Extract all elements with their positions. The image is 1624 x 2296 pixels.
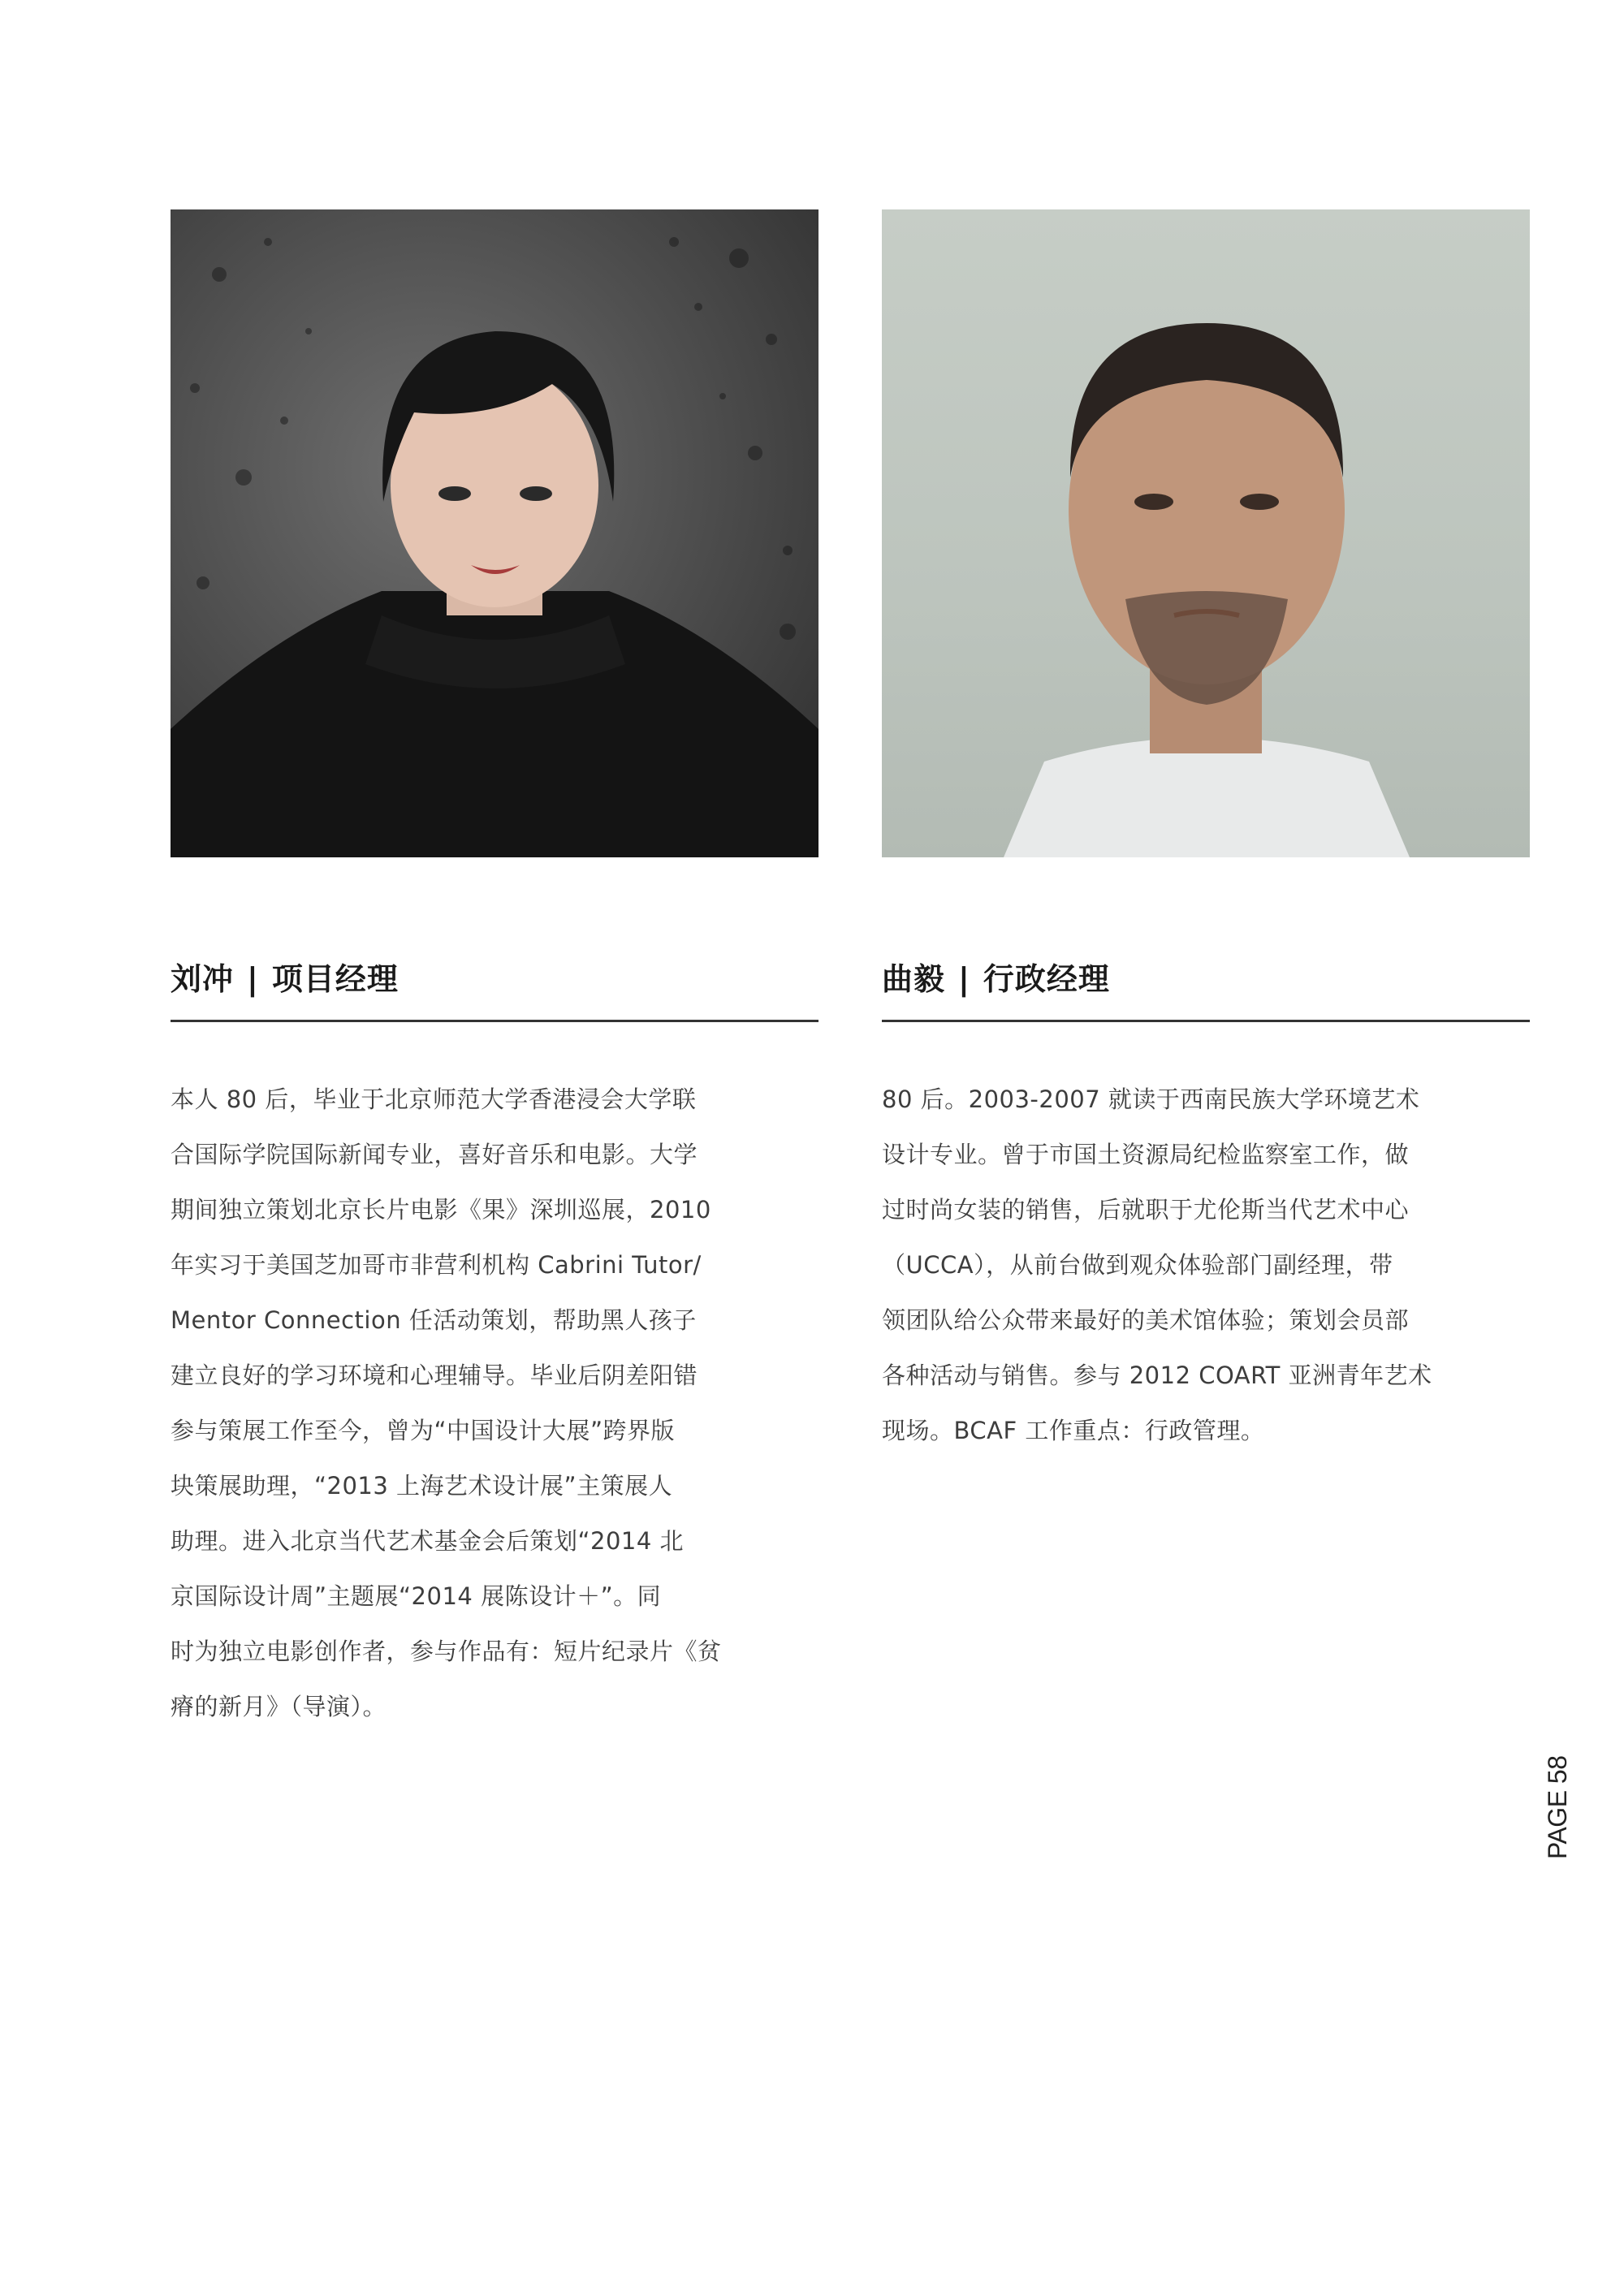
portrait-woman-illustration <box>171 209 818 857</box>
person-role: 项目经理 <box>271 961 399 997</box>
person-name: 曲毅 <box>882 961 946 997</box>
bio-line: 助理。进入北京当代艺术基金会后策划“2014 北 <box>171 1527 685 1555</box>
bio-line: 合国际学院国际新闻专业，喜好音乐和电影。大学 <box>171 1141 698 1168</box>
person-role: 行政经理 <box>983 961 1110 997</box>
bio-line: 设计专业。曾于市国土资源局纪检监察室工作，做 <box>882 1141 1410 1168</box>
bio-line: 年实习于美国芝加哥市非营利机构 Cabrini Tutor/ <box>171 1251 702 1279</box>
bio-line: 建立良好的学习环境和心理辅导。毕业后阴差阳错 <box>171 1362 698 1389</box>
bio-line: 期间独立策划北京长片电影《果》深圳巡展，2010 <box>171 1196 711 1224</box>
bio-line: 时为独立电影创作者，参与作品有：短片纪录片《贫 <box>171 1638 722 1665</box>
bio-line: 参与策展工作至今，曾为“中国设计大展”跨界版 <box>171 1417 676 1444</box>
name-role-separator: | <box>958 961 970 997</box>
bio-text-left <box>171 1072 755 1734</box>
profile-name-left <box>171 954 818 999</box>
bio-line: 领团队给公众带来最好的美术馆体验；策划会员部 <box>882 1306 1410 1334</box>
bio-line: 京国际设计周”主题展“2014 展陈设计＋”。同 <box>171 1582 662 1610</box>
bio-line: 80 后。2003-2007 就读于西南民族大学环境艺术 <box>882 1085 1420 1113</box>
bio-line: （UCCA），从前台做到观众体验部门副经理，带 <box>882 1251 1393 1279</box>
bio-line: 本人 80 后，毕业于北京师范大学香港浸会大学联 <box>171 1085 697 1113</box>
bio-line: 瘠的新月》（导演）。 <box>171 1693 387 1720</box>
name-role-separator: | <box>247 961 259 997</box>
profile-name-right <box>882 954 1530 999</box>
person-name: 刘冲 <box>171 961 235 997</box>
bio-line: 各种活动与销售。参与 2012 COART 亚洲青年艺术 <box>882 1362 1432 1389</box>
divider-rule-left <box>171 1020 818 1022</box>
divider-rule-right <box>882 1020 1530 1022</box>
bio-line: 块策展助理，“2013 上海艺术设计展”主策展人 <box>171 1472 673 1500</box>
bio-line: 过时尚女装的销售，后就职于尤伦斯当代艺术中心 <box>882 1196 1410 1224</box>
bio-text-right <box>882 1072 1466 1458</box>
bio-line: 现场。BCAF 工作重点：行政管理。 <box>882 1417 1265 1444</box>
portrait-photo-left <box>171 209 818 857</box>
page-number: PAGE 58 <box>1543 1755 1572 1859</box>
bio-line: Mentor Connection 任活动策划，帮助黑人孩子 <box>171 1306 697 1334</box>
portrait-man-illustration <box>882 209 1530 857</box>
portrait-photo-right <box>882 209 1530 857</box>
